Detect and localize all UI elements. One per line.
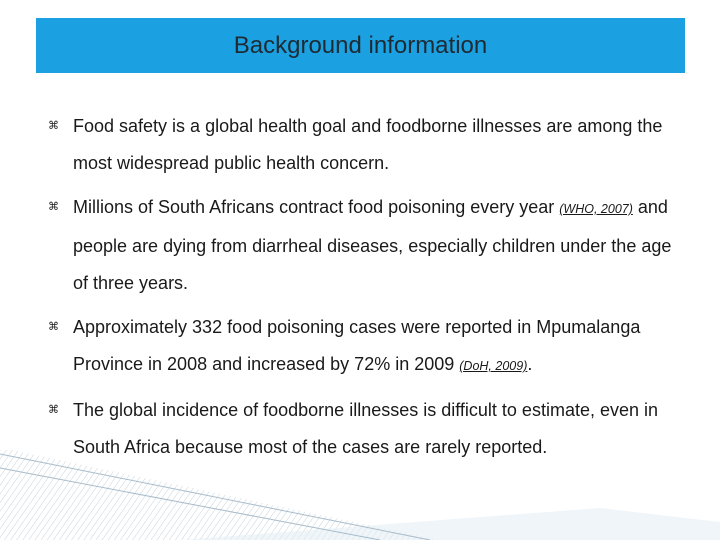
bullet-item bbox=[48, 189, 688, 302]
slide-title: Background information bbox=[233, 31, 488, 59]
bullet-marker-icon: ⌘ bbox=[48, 120, 59, 132]
citation: (WHO, 2007) bbox=[559, 202, 633, 216]
bullet-text: and people are dying from diarrheal diseases, especially children under the age of three years. bbox=[73, 197, 672, 293]
bullet-item bbox=[48, 309, 688, 385]
bullet-marker-icon: ⌘ bbox=[48, 201, 59, 213]
bullet-text: Food safety is a global health goal and foodborne illnesses are among the most widespread public health concern. bbox=[73, 116, 663, 173]
title-bar bbox=[36, 18, 685, 73]
bullet-list bbox=[48, 108, 688, 473]
bullet-marker-icon: ⌘ bbox=[48, 321, 59, 333]
decorative-hatching bbox=[0, 450, 720, 540]
bullet-text: Approximately 332 food poisoning cases were reported in Mpumalanga Province in 2008 and increased by 72% in 2009 bbox=[73, 317, 641, 374]
bullet-marker-icon: ⌘ bbox=[48, 404, 59, 416]
bullet-item bbox=[48, 108, 688, 182]
bullet-text: . bbox=[527, 354, 533, 374]
citation: (DoH, 2009) bbox=[459, 359, 528, 373]
bullet-text: The global incidence of foodborne illnesses is difficult to estimate, even in South Africa because most of the cases are rarely reported. bbox=[73, 400, 659, 457]
bullet-text: Millions of South Africans contract food poisoning every year bbox=[73, 197, 560, 217]
